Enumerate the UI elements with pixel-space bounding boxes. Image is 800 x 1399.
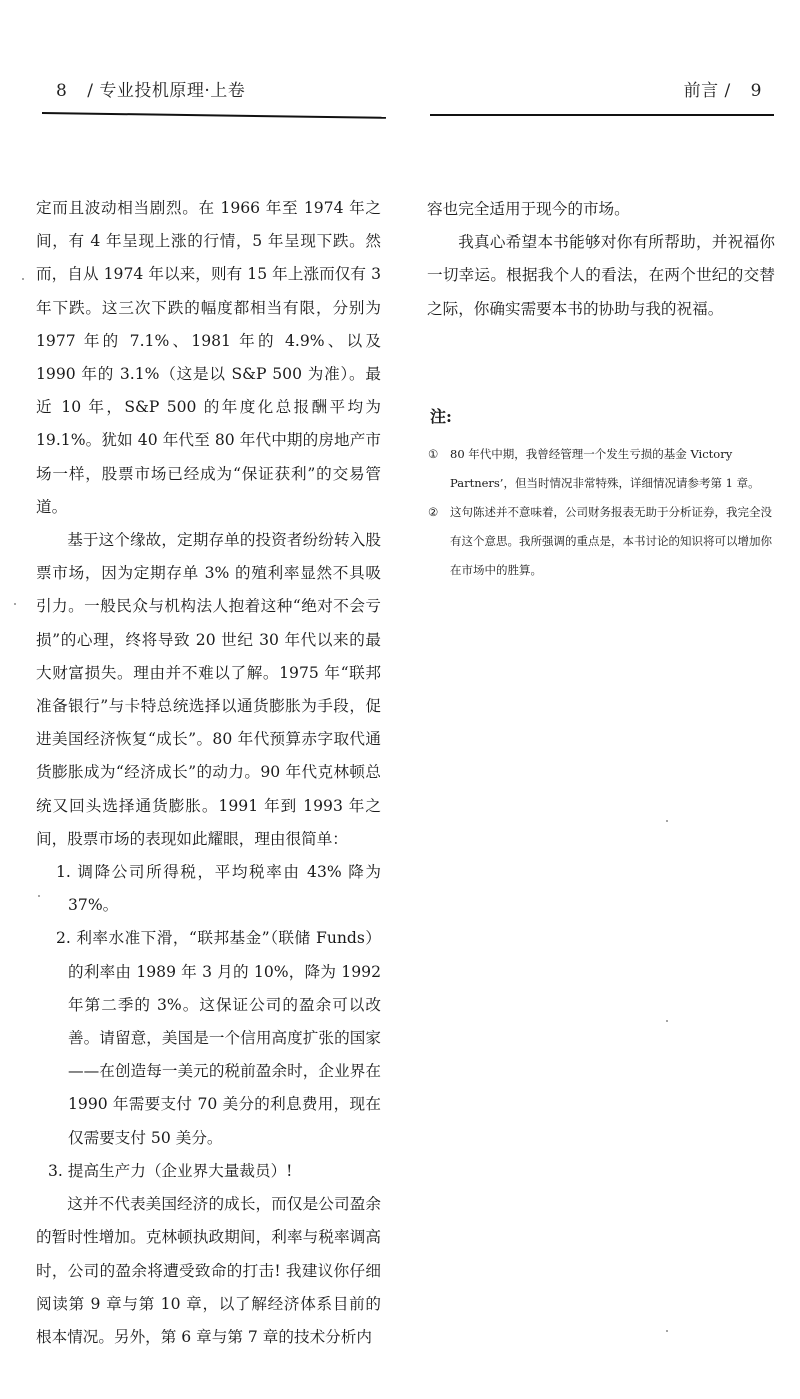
footnote-text: 这句陈述并不意味着，公司财务报表无助于分析证券，我完全没有这个意思。我所强调的重点是，本书讨论的知识将可以增加你在市场中的胜算。 — [450, 505, 772, 577]
page-number: 8 — [56, 81, 68, 101]
header-rule — [430, 114, 774, 116]
paragraph: 定而且波动相当剧烈。在 1966 年至 1974 年之间，有 4 年呈现上涨的行情，5 年呈现下跌。然而，自从 1974 年以来，则有 15 年上涨而仅有 3 年下跌。这三次下跌的幅度都相当有限，分别为 1977 年的 7.1%、1981 年的 4.9%、以及 1990 年的 3.1%（这是以 S&P 500 为准）。最近 10 年，S&P 500 的年度化总报酬平均为 19.1%。犹如 40 年代至 80 年代中期的房地产市场一样，股票市场已经成为“保证获利”的交易管道。 — [36, 199, 381, 516]
list-item — [36, 1155, 381, 1188]
scan-speck — [14, 603, 16, 605]
list-text: 提高生产力（企业界大量裁员）! — [67, 1161, 293, 1180]
scan-speck — [666, 820, 668, 822]
right-page — [400, 0, 800, 1399]
body-text — [427, 193, 775, 326]
notes-title: 注: — [430, 407, 452, 426]
list-marker: 1. — [56, 863, 71, 882]
scan-speck — [38, 895, 40, 897]
paragraph: 我真心希望本书能够对你有所帮助，并祝福你一切幸运。根据我个人的看法，在两个世纪的交替之际，你确实需要本书的协助与我的祝福。 — [427, 233, 775, 318]
scan-speck — [666, 1020, 668, 1022]
scan-speck — [22, 278, 24, 280]
list-item — [36, 856, 381, 922]
footnote — [428, 440, 778, 498]
list-text: 调降公司所得税，平均税率由 43% 降为 37%。 — [68, 863, 381, 915]
paragraph: 这并不代表美国经济的成长，而仅是公司盈余的暂时性增加。克林顿执政期间，利率与税率调高时，公司的盈余将遭受致命的打击! 我建议你仔细阅读第 9 章与第 10 章，以了解经济体系目前的根本情况。另外，第 6 章与第 7 章的技术分析内 — [36, 1195, 381, 1346]
paragraph: 容也完全适用于现今的市场。 — [427, 200, 630, 218]
list-marker: 3. — [48, 1161, 63, 1180]
paragraph: 基于这个缘故，定期存单的投资者纷纷转入股票市场，因为定期存单 3% 的殖利率显然不具吸引力。一般民众与机构法人抱着这种“绝对不会亏损”的心理，终将导致 20 世纪 30 年代以来的最大财富损失。理由并不难以了解。1975 年“联邦准备银行”与卡特总统选择以通货膨胀为手段，促进美国经济恢复“成长”。80 年代预算赤字取代通货膨胀成为“经济成长”的动力。90 年代克林顿总统又回头选择通货膨胀。1991 年到 1993 年之间，股票市场的表现如此耀眼，理由很简单： — [36, 531, 381, 848]
header-rule — [42, 112, 386, 119]
list-marker: 2. — [56, 929, 71, 948]
footnote-text: 80 年代中期，我曾经管理一个发生亏损的基金 Victory Partners’，但当时情况非常特殊，详细情况请参考第 1 章。 — [450, 447, 760, 490]
page-number: 9 — [750, 81, 762, 101]
notes-list — [428, 440, 778, 585]
footnote-marker: ② — [428, 505, 439, 519]
list-item — [36, 922, 381, 1154]
footnote-marker: ① — [428, 447, 439, 461]
list-text: 利率水准下滑，“联邦基金”（联储 Funds）的利率由 1989 年 3 月的 10%，降为 1992 年第二季的 3%。这保证公司的盈余可以改善。请留意，美国是一个信用高度扩张的国家——在创造每一美元的税前盈余时，企业界在 1990 年需要支付 70 美分的利息费用，现在仅需要支付 50 美分。 — [68, 929, 381, 1147]
book-title: / 专业投机原理·上卷 — [87, 81, 246, 101]
scan-speck — [666, 1330, 668, 1332]
running-head-left — [56, 76, 245, 101]
footnote — [428, 498, 778, 585]
running-head-right — [684, 76, 762, 101]
body-text — [36, 192, 381, 1354]
chapter-title: 前言 / — [683, 81, 731, 101]
